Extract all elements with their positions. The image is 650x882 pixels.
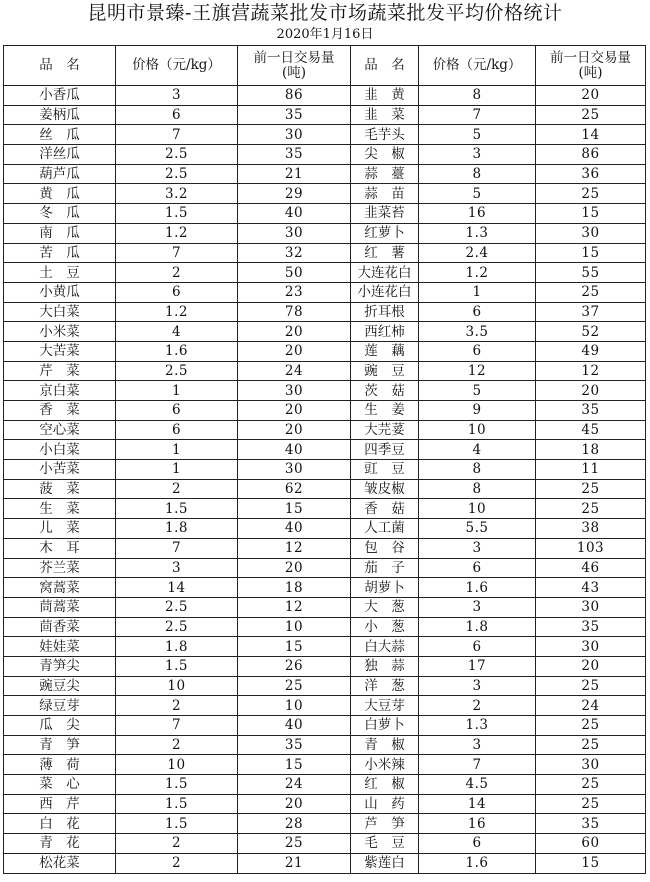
table-row <box>4 381 646 401</box>
table-row <box>4 460 646 480</box>
cell-right-volume: 18 <box>536 440 646 460</box>
cell-right-price: 6 <box>419 341 536 361</box>
table-row <box>4 86 646 106</box>
cell-right-volume: 25 <box>536 499 646 519</box>
cell-left-volume: 30 <box>238 125 351 145</box>
cell-left-volume: 29 <box>238 184 351 204</box>
cell-right-volume: 14 <box>536 125 646 145</box>
table-row <box>4 479 646 499</box>
cell-left-volume: 78 <box>238 302 351 322</box>
cell-right-price: 6 <box>419 637 536 657</box>
cell-right-volume: 37 <box>536 302 646 322</box>
table-row <box>4 322 646 342</box>
cell-right-volume: 25 <box>536 184 646 204</box>
header-price-right: 价格（元/kg） <box>419 46 536 86</box>
cell-right-volume: 25 <box>536 676 646 696</box>
table-row <box>4 243 646 263</box>
cell-left-name: 小米菜 <box>4 322 116 342</box>
cell-right-price: 1.3 <box>419 716 536 736</box>
cell-right-name: 蒜 苗 <box>351 184 419 204</box>
cell-right-price: 1.2 <box>419 263 536 283</box>
cell-left-price: 2 <box>116 696 238 716</box>
cell-right-volume: 30 <box>536 755 646 775</box>
table-row <box>4 834 646 854</box>
cell-right-volume: 30 <box>536 597 646 617</box>
cell-left-name: 茼蒿菜 <box>4 597 116 617</box>
table-row <box>4 184 646 204</box>
cell-right-name: 豌 豆 <box>351 361 419 381</box>
table-row <box>4 597 646 617</box>
cell-right-price: 5 <box>419 381 536 401</box>
cell-left-name: 空心菜 <box>4 420 116 440</box>
cell-left-name: 南 瓜 <box>4 223 116 243</box>
cell-left-volume: 10 <box>238 696 351 716</box>
cell-left-name: 菜 心 <box>4 775 116 795</box>
cell-right-name: 红 椒 <box>351 775 419 795</box>
header-name-right: 品 名 <box>351 46 419 86</box>
cell-left-price: 3 <box>116 86 238 106</box>
cell-right-name: 韭 黄 <box>351 86 419 106</box>
cell-right-volume: 15 <box>536 853 646 873</box>
cell-left-price: 1 <box>116 460 238 480</box>
cell-right-volume: 25 <box>536 775 646 795</box>
cell-left-price: 6 <box>116 105 238 125</box>
cell-right-volume: 20 <box>536 656 646 676</box>
cell-right-volume: 25 <box>536 794 646 814</box>
cell-right-price: 7 <box>419 105 536 125</box>
cell-left-price: 7 <box>116 125 238 145</box>
cell-right-price: 5 <box>419 184 536 204</box>
cell-left-volume: 86 <box>238 86 351 106</box>
cell-left-price: 1.2 <box>116 302 238 322</box>
cell-right-volume: 36 <box>536 164 646 184</box>
cell-right-volume: 86 <box>536 145 646 165</box>
cell-right-volume: 25 <box>536 105 646 125</box>
cell-left-price: 1.5 <box>116 204 238 224</box>
table-row <box>4 440 646 460</box>
cell-left-name: 苦 瓜 <box>4 243 116 263</box>
cell-right-name: 大芫荽 <box>351 420 419 440</box>
table-row <box>4 578 646 598</box>
cell-right-volume: 103 <box>536 538 646 558</box>
cell-left-price: 3 <box>116 558 238 578</box>
cell-left-name: 青笋尖 <box>4 656 116 676</box>
cell-right-price: 1.6 <box>419 578 536 598</box>
cell-right-volume: 38 <box>536 519 646 539</box>
cell-right-name: 莲 藕 <box>351 341 419 361</box>
table-row <box>4 263 646 283</box>
price-table <box>3 45 646 874</box>
table-row <box>4 401 646 421</box>
cell-right-volume: 20 <box>536 86 646 106</box>
cell-right-volume: 30 <box>536 223 646 243</box>
cell-left-volume: 25 <box>238 676 351 696</box>
cell-left-price: 2.5 <box>116 145 238 165</box>
table-row <box>4 735 646 755</box>
cell-left-volume: 35 <box>238 105 351 125</box>
cell-left-price: 2 <box>116 853 238 873</box>
cell-left-volume: 20 <box>238 401 351 421</box>
cell-right-volume: 12 <box>536 361 646 381</box>
cell-right-name: 包 谷 <box>351 538 419 558</box>
cell-right-name: 独 蒜 <box>351 656 419 676</box>
header-price-left: 价格（元/kg） <box>116 46 238 86</box>
cell-right-volume: 43 <box>536 578 646 598</box>
cell-left-volume: 24 <box>238 361 351 381</box>
cell-right-price: 1 <box>419 282 536 302</box>
cell-left-name: 姜柄瓜 <box>4 105 116 125</box>
cell-right-name: 芦 笋 <box>351 814 419 834</box>
table-row <box>4 302 646 322</box>
cell-left-name: 大白菜 <box>4 302 116 322</box>
cell-left-price: 6 <box>116 282 238 302</box>
cell-right-price: 6 <box>419 302 536 322</box>
cell-left-name: 京白菜 <box>4 381 116 401</box>
cell-left-name: 菠 菜 <box>4 479 116 499</box>
cell-left-volume: 25 <box>238 834 351 854</box>
cell-left-volume: 62 <box>238 479 351 499</box>
table-row <box>4 676 646 696</box>
cell-right-volume: 15 <box>536 243 646 263</box>
cell-left-volume: 21 <box>238 164 351 184</box>
table-row <box>4 814 646 834</box>
cell-left-volume: 40 <box>238 519 351 539</box>
cell-left-price: 14 <box>116 578 238 598</box>
cell-right-price: 3 <box>419 145 536 165</box>
table-row <box>4 223 646 243</box>
cell-right-price: 9 <box>419 401 536 421</box>
table-row <box>4 519 646 539</box>
cell-left-name: 冬 瓜 <box>4 204 116 224</box>
cell-right-name: 生 姜 <box>351 401 419 421</box>
cell-left-name: 窝蒿菜 <box>4 578 116 598</box>
cell-left-price: 2.5 <box>116 617 238 637</box>
cell-left-name: 白 花 <box>4 814 116 834</box>
cell-left-volume: 30 <box>238 460 351 480</box>
cell-right-price: 10 <box>419 420 536 440</box>
cell-left-volume: 28 <box>238 814 351 834</box>
cell-left-volume: 12 <box>238 597 351 617</box>
cell-right-name: 人工菌 <box>351 519 419 539</box>
cell-right-name: 蒜 薹 <box>351 164 419 184</box>
cell-left-name: 生 菜 <box>4 499 116 519</box>
cell-right-name: 小连花白 <box>351 282 419 302</box>
cell-right-name: 大豆芽 <box>351 696 419 716</box>
cell-left-price: 7 <box>116 243 238 263</box>
cell-right-price: 17 <box>419 656 536 676</box>
cell-left-name: 松花菜 <box>4 853 116 873</box>
cell-right-name: 紫莲白 <box>351 853 419 873</box>
cell-left-name: 豌豆尖 <box>4 676 116 696</box>
cell-left-price: 3.2 <box>116 184 238 204</box>
cell-right-volume: 55 <box>536 263 646 283</box>
cell-right-volume: 35 <box>536 814 646 834</box>
cell-right-volume: 49 <box>536 341 646 361</box>
cell-left-name: 小苦菜 <box>4 460 116 480</box>
header-name-left: 品 名 <box>4 46 116 86</box>
cell-left-volume: 26 <box>238 656 351 676</box>
cell-left-price: 1 <box>116 381 238 401</box>
cell-right-price: 3 <box>419 538 536 558</box>
cell-left-volume: 20 <box>238 322 351 342</box>
table-row <box>4 125 646 145</box>
document-title: 昆明市景臻-王旗营蔬菜批发市场蔬菜批发平均价格统计 <box>87 2 563 24</box>
table-row <box>4 105 646 125</box>
cell-left-name: 芥兰菜 <box>4 558 116 578</box>
table-row <box>4 282 646 302</box>
cell-left-price: 1 <box>116 440 238 460</box>
cell-right-price: 6 <box>419 558 536 578</box>
cell-left-price: 4 <box>116 322 238 342</box>
cell-left-price: 1.5 <box>116 814 238 834</box>
cell-left-volume: 23 <box>238 282 351 302</box>
table-row <box>4 341 646 361</box>
cell-right-price: 5 <box>419 125 536 145</box>
cell-right-price: 16 <box>419 814 536 834</box>
header-volume-right <box>536 46 646 86</box>
cell-right-price: 2 <box>419 696 536 716</box>
cell-right-name: 西红柿 <box>351 322 419 342</box>
cell-right-volume: 30 <box>536 637 646 657</box>
cell-left-price: 1.8 <box>116 637 238 657</box>
cell-left-volume: 35 <box>238 735 351 755</box>
cell-left-volume: 32 <box>238 243 351 263</box>
cell-left-price: 2 <box>116 479 238 499</box>
cell-right-name: 毛 豆 <box>351 834 419 854</box>
cell-right-volume: 35 <box>536 401 646 421</box>
cell-left-price: 2 <box>116 263 238 283</box>
cell-right-name: 洋 葱 <box>351 676 419 696</box>
cell-left-volume: 12 <box>238 538 351 558</box>
cell-left-name: 土 豆 <box>4 263 116 283</box>
table-row <box>4 617 646 637</box>
cell-right-price: 8 <box>419 479 536 499</box>
cell-left-name: 茴香菜 <box>4 617 116 637</box>
cell-left-name: 西 芹 <box>4 794 116 814</box>
cell-left-name: 丝 瓜 <box>4 125 116 145</box>
cell-left-name: 小黄瓜 <box>4 282 116 302</box>
header-volume-right-line1: 前一日交易量 <box>550 49 631 66</box>
table-header-row <box>4 46 646 86</box>
cell-left-name: 绿豆芽 <box>4 696 116 716</box>
cell-right-volume: 24 <box>536 696 646 716</box>
cell-left-volume: 15 <box>238 755 351 775</box>
cell-right-volume: 46 <box>536 558 646 578</box>
cell-left-volume: 15 <box>238 499 351 519</box>
cell-left-name: 黄 瓜 <box>4 184 116 204</box>
table-row <box>4 558 646 578</box>
cell-left-volume: 20 <box>238 420 351 440</box>
cell-left-name: 葫芦瓜 <box>4 164 116 184</box>
cell-left-name: 小香瓜 <box>4 86 116 106</box>
cell-right-price: 8 <box>419 460 536 480</box>
cell-right-price: 8 <box>419 164 536 184</box>
cell-right-name: 青 椒 <box>351 735 419 755</box>
table-row <box>4 538 646 558</box>
cell-right-volume: 35 <box>536 617 646 637</box>
cell-left-price: 2.5 <box>116 597 238 617</box>
cell-right-volume: 25 <box>536 716 646 736</box>
cell-left-price: 1.5 <box>116 656 238 676</box>
cell-left-price: 7 <box>116 538 238 558</box>
table-row <box>4 755 646 775</box>
cell-left-name: 瓜 尖 <box>4 716 116 736</box>
cell-right-name: 毛芋头 <box>351 125 419 145</box>
cell-right-name: 红萝卜 <box>351 223 419 243</box>
cell-right-volume: 60 <box>536 834 646 854</box>
cell-left-volume: 30 <box>238 381 351 401</box>
table-row <box>4 853 646 873</box>
cell-right-name: 小 葱 <box>351 617 419 637</box>
cell-left-volume: 10 <box>238 617 351 637</box>
table-row <box>4 656 646 676</box>
cell-left-price: 1.5 <box>116 794 238 814</box>
cell-left-price: 2.5 <box>116 164 238 184</box>
cell-right-name: 香 菇 <box>351 499 419 519</box>
cell-right-price: 4.5 <box>419 775 536 795</box>
cell-right-price: 10 <box>419 499 536 519</box>
cell-right-price: 3 <box>419 735 536 755</box>
cell-left-volume: 40 <box>238 440 351 460</box>
cell-right-name: 四季豆 <box>351 440 419 460</box>
table-row <box>4 637 646 657</box>
table-row <box>4 696 646 716</box>
cell-left-name: 芹 菜 <box>4 361 116 381</box>
document-date: 2020年1月16日 <box>276 27 374 42</box>
cell-left-price: 1.5 <box>116 775 238 795</box>
cell-right-volume: 15 <box>536 204 646 224</box>
cell-right-volume: 20 <box>536 381 646 401</box>
cell-left-volume: 20 <box>238 341 351 361</box>
cell-right-name: 小米辣 <box>351 755 419 775</box>
cell-right-price: 12 <box>419 361 536 381</box>
cell-left-price: 6 <box>116 401 238 421</box>
cell-right-price: 3.5 <box>419 322 536 342</box>
cell-left-name: 小白菜 <box>4 440 116 460</box>
header-volume-left <box>238 46 351 86</box>
table-row <box>4 499 646 519</box>
cell-left-name: 娃娃菜 <box>4 637 116 657</box>
cell-right-name: 胡萝卜 <box>351 578 419 598</box>
header-volume-right-line2: (吨) <box>578 64 603 81</box>
cell-left-price: 1.2 <box>116 223 238 243</box>
table-row <box>4 794 646 814</box>
cell-left-volume: 21 <box>238 853 351 873</box>
cell-right-volume: 11 <box>536 460 646 480</box>
header-volume-left-line2: (吨) <box>281 64 307 81</box>
cell-left-price: 10 <box>116 676 238 696</box>
cell-left-name: 薄 荷 <box>4 755 116 775</box>
cell-right-price: 7 <box>419 755 536 775</box>
cell-right-price: 14 <box>419 794 536 814</box>
cell-right-name: 韭 菜 <box>351 105 419 125</box>
cell-left-name: 香 菜 <box>4 401 116 421</box>
cell-left-name: 大苦菜 <box>4 341 116 361</box>
cell-right-name: 茄 子 <box>351 558 419 578</box>
cell-right-name: 豇 豆 <box>351 460 419 480</box>
cell-left-price: 2.5 <box>116 361 238 381</box>
cell-left-volume: 18 <box>238 578 351 598</box>
table-row <box>4 164 646 184</box>
cell-left-price: 1.8 <box>116 519 238 539</box>
table-row <box>4 361 646 381</box>
cell-left-price: 6 <box>116 420 238 440</box>
cell-right-price: 6 <box>419 834 536 854</box>
cell-left-volume: 40 <box>238 716 351 736</box>
cell-right-name: 尖 椒 <box>351 145 419 165</box>
cell-right-name: 白萝卜 <box>351 716 419 736</box>
cell-right-price: 5.5 <box>419 519 536 539</box>
cell-left-price: 2 <box>116 735 238 755</box>
table-row <box>4 716 646 736</box>
cell-left-volume: 35 <box>238 145 351 165</box>
cell-left-price: 1.6 <box>116 341 238 361</box>
cell-left-name: 洋丝瓜 <box>4 145 116 165</box>
table-row <box>4 145 646 165</box>
cell-right-name: 茨 菇 <box>351 381 419 401</box>
cell-left-volume: 20 <box>238 558 351 578</box>
cell-right-volume: 25 <box>536 282 646 302</box>
cell-left-price: 7 <box>116 716 238 736</box>
cell-left-volume: 30 <box>238 223 351 243</box>
cell-right-price: 1.8 <box>419 617 536 637</box>
cell-right-name: 大 葱 <box>351 597 419 617</box>
table-row <box>4 775 646 795</box>
cell-right-name: 折耳根 <box>351 302 419 322</box>
header-volume-left-line1: 前一日交易量 <box>253 49 335 66</box>
cell-right-price: 8 <box>419 86 536 106</box>
cell-left-name: 青 花 <box>4 834 116 854</box>
table-body <box>4 86 646 874</box>
cell-right-name: 大连花白 <box>351 263 419 283</box>
cell-left-price: 2 <box>116 834 238 854</box>
cell-left-volume: 24 <box>238 775 351 795</box>
cell-right-name: 山 药 <box>351 794 419 814</box>
cell-right-volume: 25 <box>536 735 646 755</box>
cell-left-price: 1.5 <box>116 499 238 519</box>
cell-left-volume: 20 <box>238 794 351 814</box>
cell-left-volume: 50 <box>238 263 351 283</box>
cell-right-price: 1.6 <box>419 853 536 873</box>
cell-right-name: 红 薯 <box>351 243 419 263</box>
cell-right-name: 皱皮椒 <box>351 479 419 499</box>
table-row <box>4 420 646 440</box>
cell-right-volume: 45 <box>536 420 646 440</box>
cell-right-price: 3 <box>419 676 536 696</box>
cell-left-name: 青 笋 <box>4 735 116 755</box>
cell-right-price: 3 <box>419 597 536 617</box>
cell-left-name: 儿 菜 <box>4 519 116 539</box>
cell-right-volume: 25 <box>536 479 646 499</box>
cell-right-name: 韭菜苔 <box>351 204 419 224</box>
cell-right-price: 16 <box>419 204 536 224</box>
cell-right-volume: 52 <box>536 322 646 342</box>
table-row <box>4 204 646 224</box>
cell-left-volume: 40 <box>238 204 351 224</box>
cell-right-price: 1.3 <box>419 223 536 243</box>
cell-left-price: 10 <box>116 755 238 775</box>
cell-right-price: 2.4 <box>419 243 536 263</box>
cell-left-volume: 15 <box>238 637 351 657</box>
cell-right-name: 白大蒜 <box>351 637 419 657</box>
cell-left-name: 木 耳 <box>4 538 116 558</box>
cell-right-price: 4 <box>419 440 536 460</box>
